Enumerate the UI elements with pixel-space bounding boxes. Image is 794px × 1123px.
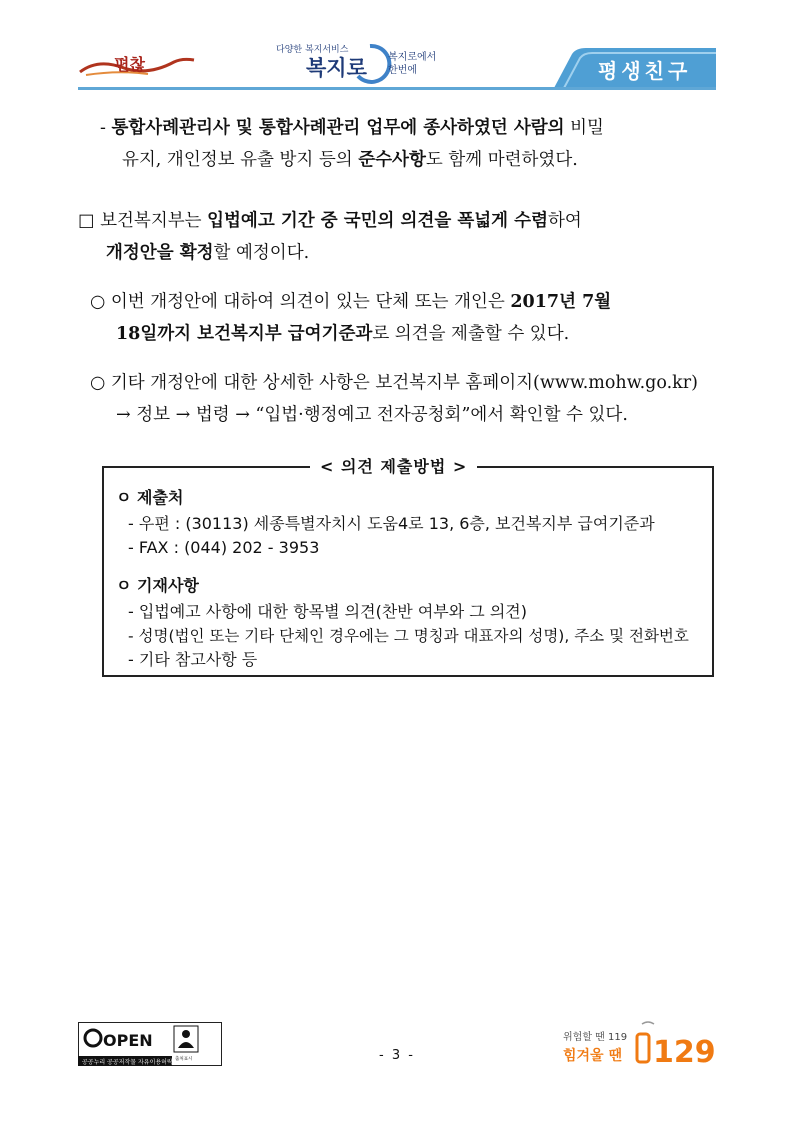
- svg-text:편찮: 편찮: [114, 55, 145, 74]
- circle-item2-line2: → 정보 → 법령 → “입법·행정예고 전자공청회”에서 확인할 수 있다.: [116, 405, 628, 425]
- hotline-129-logo: [562, 1020, 718, 1068]
- open-license-logo: [78, 1022, 222, 1066]
- circle-item2-line1: ○ 기타 개정안에 대한 상세한 사항은 보건복지부 홈페이지(www.mohw.go.kr): [90, 373, 698, 393]
- circle-item1-line1: ○ 이번 개정안에 대하여 의견이 있는 단체 또는 개인은 2017년 7월: [90, 292, 612, 312]
- header-rule: [78, 87, 716, 90]
- svg-text:공공누리 공공저작물 자유이용허락: 공공누리 공공저작물 자유이용허락: [82, 1059, 173, 1066]
- circle-marker: ○: [90, 292, 106, 312]
- svg-text:129: 129: [653, 1035, 716, 1068]
- list-item: - FAX : (044) 202 - 3953: [128, 538, 320, 557]
- bokjiro-logo: [270, 40, 460, 84]
- submission-box-title: < 의견 제출방법 >: [310, 454, 477, 477]
- box-item-line1: □ 보건복지부는 입법예고 기간 중 국민의 의견을 폭넓게 수렴하여: [78, 211, 582, 231]
- circle-marker: ○: [90, 373, 106, 393]
- svg-text:복지로에서: 복지로에서: [388, 52, 437, 63]
- svg-text:한번에: 한번에: [388, 65, 417, 76]
- section-heading: ㅇ 기재사항: [116, 576, 199, 595]
- header-banner: [540, 44, 716, 88]
- list-item: - 기타 참고사항 등: [128, 650, 258, 669]
- dash-item-line1: - 통합사례관리사 및 통합사례관리 업무에 종사하였던 사람의 비밀: [100, 118, 604, 138]
- dash-item-line2: 유지, 개인정보 유출 방지 등의 준수사항도 함께 마련하였다.: [122, 150, 578, 170]
- list-item: - 우편 : (30113) 세종특별자치시 도움4로 13, 6층, 보건복지부 급여기준과: [128, 514, 655, 533]
- svg-text:OPEN: OPEN: [103, 1031, 153, 1050]
- page-number: - 3 -: [379, 1048, 415, 1063]
- svg-text:복지로: 복지로: [306, 56, 367, 80]
- section-heading: ㅇ 제출처: [116, 488, 184, 507]
- list-item: - 입법예고 사항에 대한 항목별 의견(찬반 여부와 그 의견): [128, 602, 527, 621]
- svg-text:출처표시: 출처표시: [175, 1057, 193, 1062]
- left-logo: [78, 44, 198, 84]
- box-item-line2: 개정안을 확정할 예정이다.: [106, 243, 310, 263]
- svg-text:다양한 복지서비스: 다양한 복지서비스: [276, 45, 349, 55]
- svg-text:위험할 땐 119: 위험할 땐 119: [563, 1032, 628, 1043]
- svg-text:힘겨울 땐: 힘겨울 땐: [563, 1048, 622, 1064]
- checkbox-marker: □: [78, 211, 95, 231]
- circle-item1-line2: 18일까지 보건복지부 급여기준과로 의견을 제출할 수 있다.: [116, 324, 570, 344]
- list-item: - 성명(법인 또는 기타 단체인 경우에는 그 명칭과 대표자의 성명), 주소 및 전화번호: [128, 627, 689, 645]
- svg-text:평생친구: 평생친구: [598, 59, 692, 83]
